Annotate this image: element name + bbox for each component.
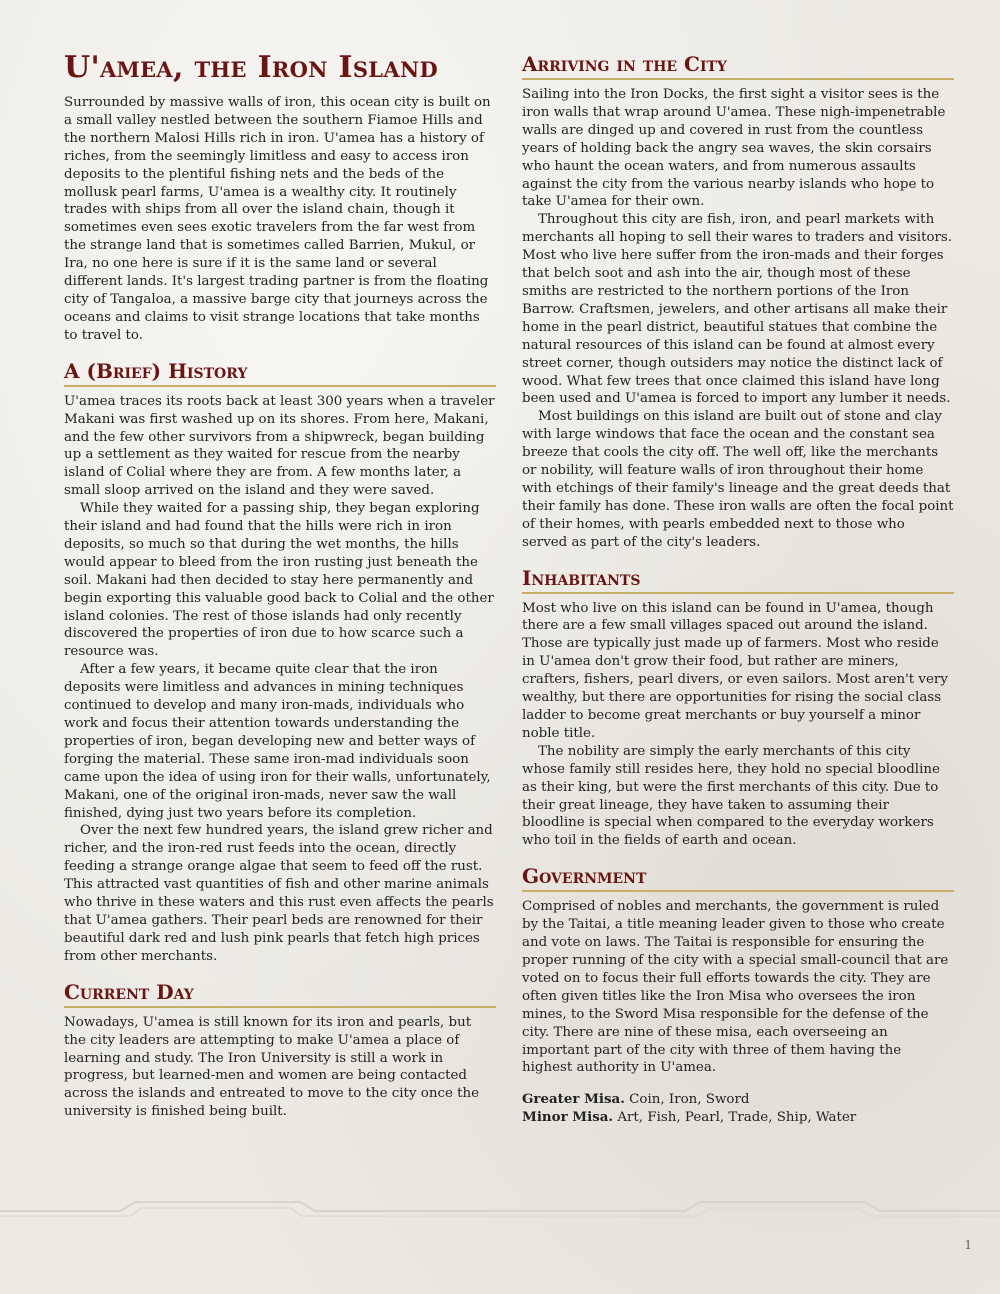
history-paragraph: While they waited for a passing ship, they began exploring their island and had found that the hills were rich in iron deposits, so much so that during the wet months, the hills would appear to bleed from the iron rusting just beneath the soil. Makani had then decided to stay here permanently and begin exporting this valuable good back to Colial and the other island colonies. The rest of those islands had only recently discovered the properties of iron due to how scarce such a resource was. bbox=[64, 501, 494, 660]
current-day-paragraph: Nowadays, U'amea is still known for its iron and pearls, but the city leaders are attempting to make U'amea a place of learning and study. The Iron University is still a work in progress, but learned-men and women are being contacted across the islands and entreated to move to the city once the university is finished being built. bbox=[64, 1014, 480, 1120]
inhabitants-heading: Inhabitants bbox=[522, 566, 954, 594]
minor-misa-value: Art, Fish, Pearl, Trade, Ship, Water bbox=[617, 1110, 857, 1126]
greater-misa-line bbox=[522, 1091, 954, 1109]
spacer bbox=[522, 1077, 954, 1091]
history-heading: A (Brief) History bbox=[64, 359, 496, 387]
current-day-heading: Current Day bbox=[64, 980, 496, 1008]
right-column bbox=[522, 50, 954, 1127]
inhabitants-paragraph: The nobility are simply the early merchants of this city whose family still resides here, they hold no special bloodline as their king, but were the first merchants of this city. Due to their great lineage, they have taken to assuming their bloodline is special when compared to the everyday workers who toil in the fields of earth and ocean. bbox=[522, 743, 940, 849]
history-paragraph: Over the next few hundred years, the island grew richer and richer, and the iron-red rust feeds into the ocean, directly feeding a strange orange algae that seem to feed off the rust. This attracted vast quantities of fish and other marine animals who thrive in these waters and this rust even affects the pearls that U'amea gathers. Their pearl beds are renowned for their beautiful dark red and lush pink pearls that fetch high prices from other merchants. bbox=[64, 823, 494, 964]
history-paragraph: After a few years, it became quite clear that the iron deposits were limitless and advances in mining techniques continued to develop and many iron-mads, individuals who work and focus their attention towards understanding the properties of iron, began developing new and better ways of forging the material. These same iron-mad individuals soon came upon the idea of using iron for their walls, unfortunately, Makani, one of the original iron-mads, never saw the wall finished, dying just two years before its completion. bbox=[64, 662, 491, 821]
arriving-paragraph: Throughout this city are fish, iron, and pearl markets with merchants all hoping to sell their wares to traders and visitors. Most who live here suffer from the iron-mads and their forges that belch soot and ash into the air, though most of these smiths are restricted to the northern portions of the Iron Barrow. Craftsmen, jewelers, and other artisans all make their home in the pearl district, beautiful statues that combine the natural resources of this island can be found at almost every street corner, though outsiders may notice the distinct lack of wood. What few trees that once claimed this island have long been used and U'amea is forced to import any lumber it needs. bbox=[522, 212, 953, 407]
minor-misa-line bbox=[522, 1109, 954, 1127]
footer-ornament-graphic bbox=[0, 1198, 1000, 1224]
greater-misa-label: Greater Misa. bbox=[522, 1091, 625, 1108]
greater-misa-value: Coin, Iron, Sword bbox=[629, 1092, 750, 1108]
government-heading: Government bbox=[522, 864, 954, 892]
footer-ornament bbox=[0, 1198, 1000, 1224]
page-title: U'amea, the Iron Island bbox=[64, 50, 438, 85]
intro-paragraph: Surrounded by massive walls of iron, this ocean city is built on a small valley nestled between the southern Fiamoe Hills and the northern Malosi Hills rich in iron. U'amea has a history of riches, from the seemingly limitless and easy to access iron deposits to the plentiful fishing nets and the beds of the mollusk pearl farms, U'amea is a wealthy city. It routinely trades with ships from all over the island chain, though it sometimes even sees exotic travelers from the far west from the strange land that is sometimes called Barrien, Mukul, or Ira, no one here is sure if it is the same land or several different lands. It's largest trading partner is from the floating city of Tangaloa, a massive barge city that journeys across the oceans and claims to visit strange locations that take months to travel to. bbox=[64, 95, 491, 343]
arriving-paragraph: Sailing into the Iron Docks, the first sight a visitor sees is the iron walls that wrap around U'amea. These nigh-impenetrable walls are dinged up and covered in rust from the countless years of holding back the angry sea waves, the skin corsairs who haunt the ocean waters, and from numerous assaults against the city from the various nearby islands who hope to take U'amea for their own. bbox=[522, 87, 946, 210]
page-number: 1 bbox=[964, 1238, 972, 1252]
arriving-heading: Arriving in the City bbox=[522, 52, 954, 80]
left-column bbox=[64, 50, 496, 1121]
minor-misa-label: Minor Misa. bbox=[522, 1109, 614, 1126]
government-paragraph: Comprised of nobles and merchants, the government is ruled by the Taitai, a title meaning leader given to those who create and vote on laws. The Taitai is responsible for ensuring the proper running of the city with a special small-council that are voted on to focus their full efforts towards the city. They are often given titles like the Iron Misa who oversees the iron mines, to the Sword Misa responsible for the defense of the city. There are nine of these misa, each overseeing an important part of the city with three of them having the highest authority in U'amea. bbox=[522, 899, 949, 1076]
inhabitants-paragraph: Most who live on this island can be found in U'amea, though there are a few small villages spaced out around the island. Those are typically just made up of farmers. Most who reside in U'amea don't grow their food, but rather are miners, crafters, fishers, pearl divers, or even sailors. Most aren't very wealthy, but there are opportunities for rising the social class ladder to become great merchants or buy yourself a minor noble title. bbox=[522, 600, 948, 741]
history-paragraph: U'amea traces its roots back at least 300 years when a traveler Makani was first washed up on its shores. From here, Makani, and the few other survivors from a shipwreck, began building up a settlement as they waited for rescue from the nearby island of Colial where they are from. A few months later, a small sloop arrived on the island and they were saved. bbox=[64, 393, 495, 499]
arriving-paragraph: Most buildings on this island are built out of stone and clay with large windows that face the ocean and the constant sea breeze that cools the city off. The well off, like the merchants or nobility, will feature walls of iron throughout their home with etchings of their family's lineage and the great deeds that their family has done. These iron walls are often the focal point of their homes, with pearls embedded next to those who served as part of the city's leaders. bbox=[522, 409, 954, 550]
